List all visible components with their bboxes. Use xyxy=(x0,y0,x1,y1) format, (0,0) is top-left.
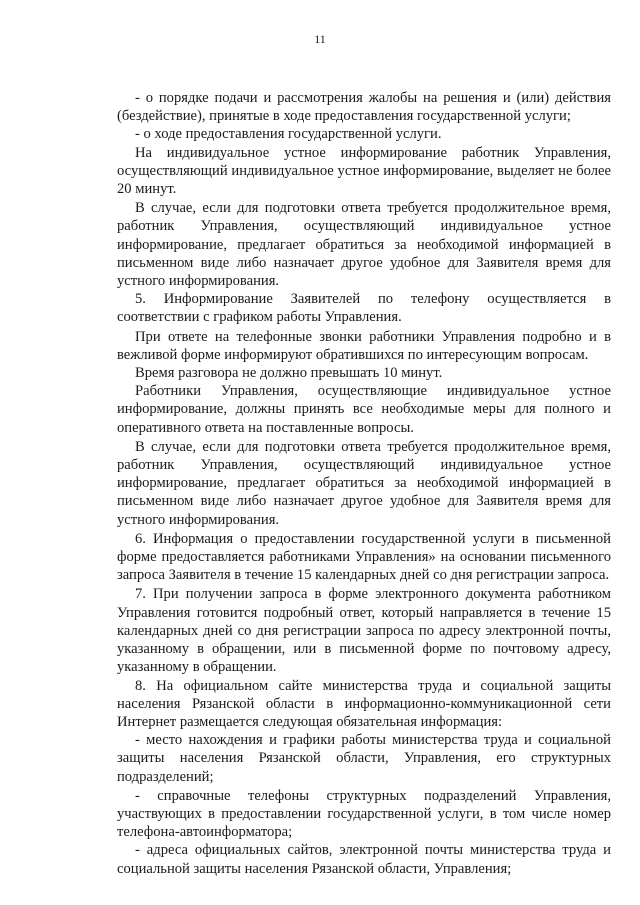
paragraph: На индивидуальное устное информирование работник Управления, осуществляющий индивидуальное устное информирование, выделяет не более 20 минут. xyxy=(117,144,611,198)
paragraph: 5. Информирование Заявителей по телефону осуществляется в соответствии с графиком работы Управления. xyxy=(117,291,611,326)
paragraph: - о ходе предоставления государственной услуги. xyxy=(135,126,442,143)
page-number: 11 xyxy=(314,32,326,46)
paragraph: - адреса официальных сайтов, электронной почты министерства труда и социальной защиты населения Рязанской области, Управления; xyxy=(117,842,611,877)
paragraph: - место нахождения и графики работы министерства труда и социальной защиты населения Рязанской области, Управления, его структурных подразделений; xyxy=(117,732,611,785)
paragraph: Работники Управления, осуществляющие индивидуальное устное информирование, должны принять все необходимые меры для полного и оперативного ответа на поставленные вопросы. xyxy=(117,383,611,436)
paragraph: 7. При получении запроса в форме электронного документа работником Управления готовится подробный ответ, который направляется в течение 15 календарных дней со дня регистрации запроса по адресу электронной почты, указанному в обращении, или в письменной форме по почтовому адресу, указанному в обращении. xyxy=(117,586,611,676)
paragraph: В случае, если для подготовки ответа требуется продолжительное время, работник Управления, осуществляющий индивидуальное устное информирование, предлагает обратиться за необходимой информацией в письменном виде либо назначает другое удобное для Заявителя время для устного информирования. xyxy=(117,438,611,528)
document-body xyxy=(117,89,611,878)
paragraph: - о порядке подачи и рассмотрения жалобы на решения и (или) действия (бездействие), принятые в ходе предоставления государственной услуги; xyxy=(117,90,611,125)
paragraph: При ответе на телефонные звонки работники Управления подробно и в вежливой форме информируют обратившихся по интересующим вопросам. xyxy=(117,328,611,363)
paragraph: 6. Информация о предоставлении государственной услуги в письменной форме предоставляется работниками Управления» на основании письменного запроса Заявителя в течение 15 календарных дней со дня регистрации запроса. xyxy=(117,530,611,584)
paragraph: 8. На официальном сайте министерства труда и социальной защиты населения Рязанской области в информационно-коммуникационной сети Интернет размещается следующая обязательная информация: xyxy=(117,677,611,730)
paragraph: Время разговора не должно превышать 10 минут. xyxy=(135,365,443,382)
paragraph: В случае, если для подготовки ответа требуется продолжительное время, работник Управления, осуществляющий индивидуальное устное информирование, предлагает обратиться за необходимой информацией в письменном виде либо назначает другое удобное для Заявителя время для устного информирования. xyxy=(117,200,611,290)
paragraph: - справочные телефоны структурных подразделений Управления, участвующих в предоставлении государственной услуги, в том числе номер телефона-автоинформатора; xyxy=(117,787,611,841)
